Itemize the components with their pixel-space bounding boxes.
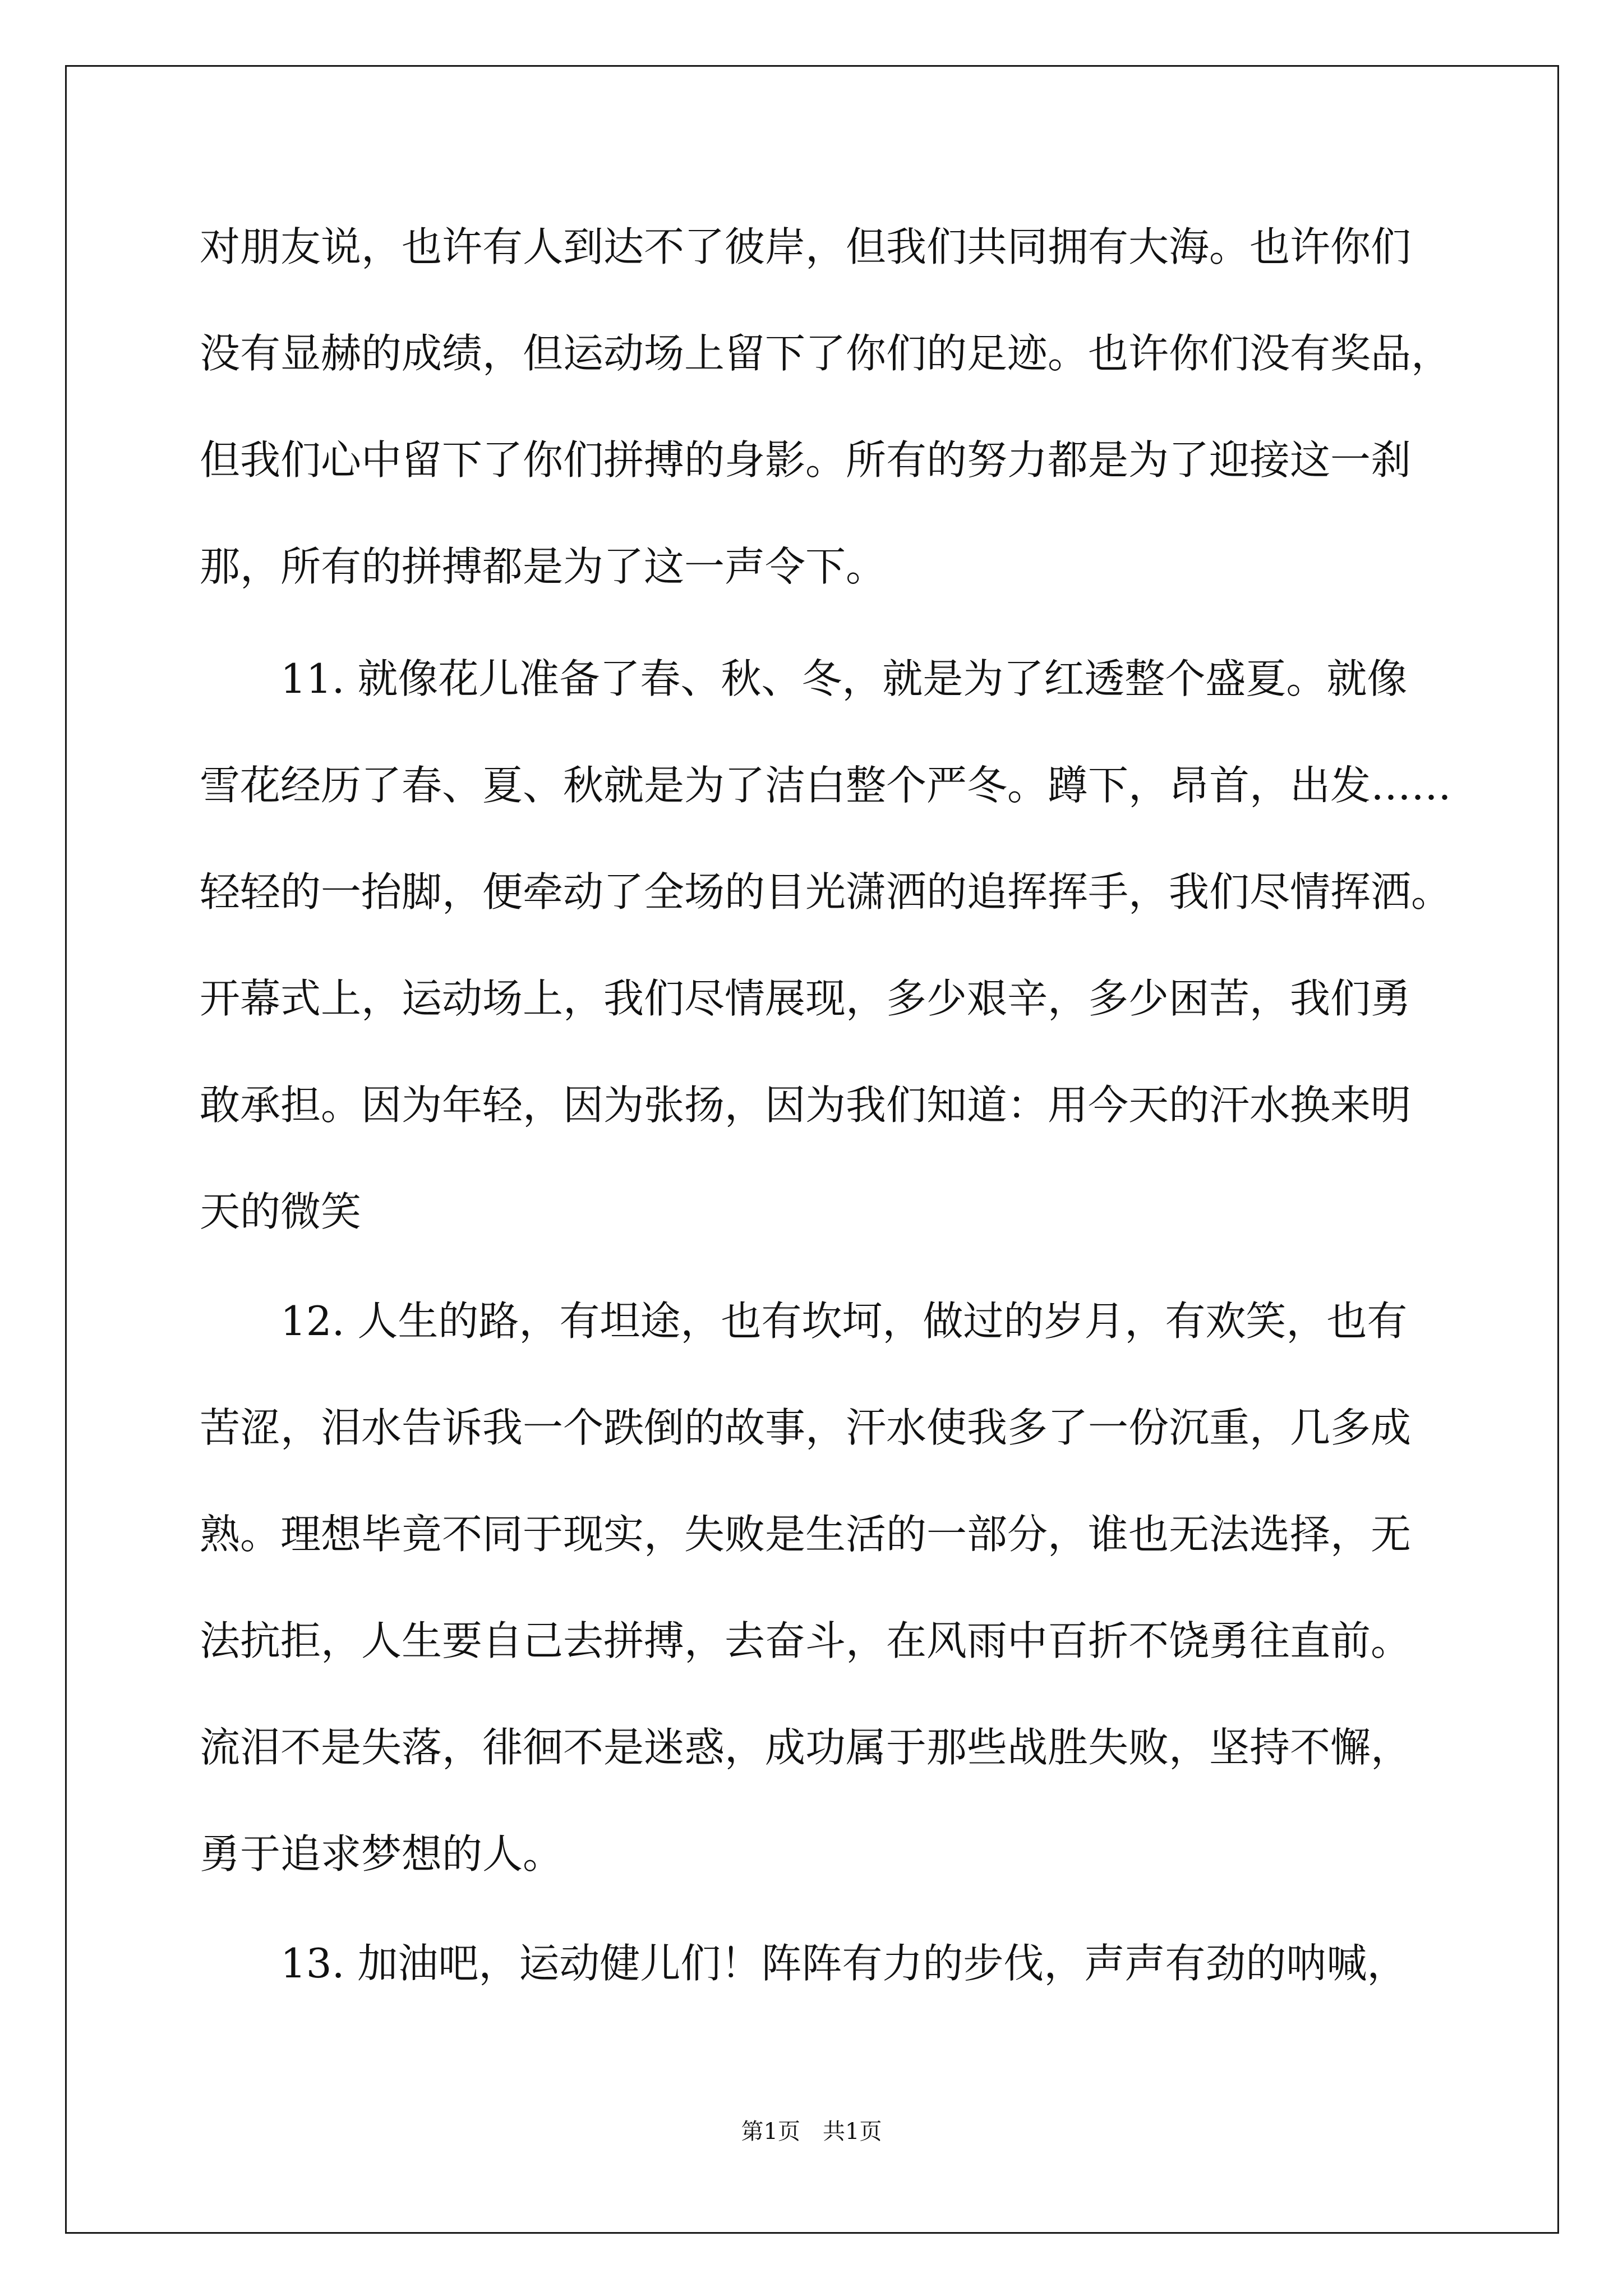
- paragraph-11-start: 11. 就像花儿准备了春、秋、冬，就是为了红透整个盛夏。就像: [200, 655, 1408, 702]
- paragraph-13-start: 13. 加油吧，运动健儿们！阵阵有力的步伐，声声有劲的呐喊，: [200, 1940, 1408, 1987]
- text-line: 开幕式上，运动场上，我们尽情展现，多少艰辛，多少困苦，我们勇: [200, 975, 1412, 1022]
- text-line: 法抗拒，人生要自己去拼搏，去奋斗，在风雨中百折不饶勇往直前。: [200, 1617, 1412, 1664]
- text-line: 勇于追求梦想的人。: [200, 1830, 564, 1878]
- page-border: [65, 65, 1559, 2234]
- text-line: 敢承担。因为年轻，因为张扬，因为我们知道：用今天的汗水换来明: [200, 1082, 1412, 1129]
- text-line: 但我们心中留下了你们拼搏的身影。所有的努力都是为了迎接这一刹: [200, 436, 1412, 484]
- text-line: 那，所有的拼搏都是为了这一声令下。: [200, 543, 887, 590]
- text-line: 对朋友说，也许有人到达不了彼岸，但我们共同拥有大海。也许你们: [200, 223, 1412, 270]
- text-line: 没有显赫的成绩，但运动场上留下了你们的足迹。也许你们没有奖品，: [200, 330, 1452, 377]
- text-line: 轻轻的一抬脚，便牵动了全场的目光潇洒的追挥挥手，我们尽情挥洒。: [200, 868, 1452, 915]
- text-line: 雪花经历了春、夏、秋就是为了洁白整个严冬。蹲下，昂首，出发……: [200, 762, 1452, 809]
- text-line: 熟。理想毕竟不同于现实，失败是生活的一部分，谁也无法选择，无: [200, 1511, 1412, 1558]
- text-line: 苦涩，泪水告诉我一个跌倒的故事，汗水使我多了一份沉重，几多成: [200, 1404, 1412, 1451]
- paragraph-12-start: 12. 人生的路，有坦途，也有坎坷，做过的岁月，有欢笑，也有: [200, 1297, 1408, 1345]
- text-line: 天的微笑: [200, 1188, 362, 1235]
- page-number-footer: 第1页 共1页: [741, 2119, 882, 2145]
- text-line: 流泪不是失落，徘徊不是迷惑，成功属于那些战胜失败，坚持不懈，: [200, 1724, 1412, 1771]
